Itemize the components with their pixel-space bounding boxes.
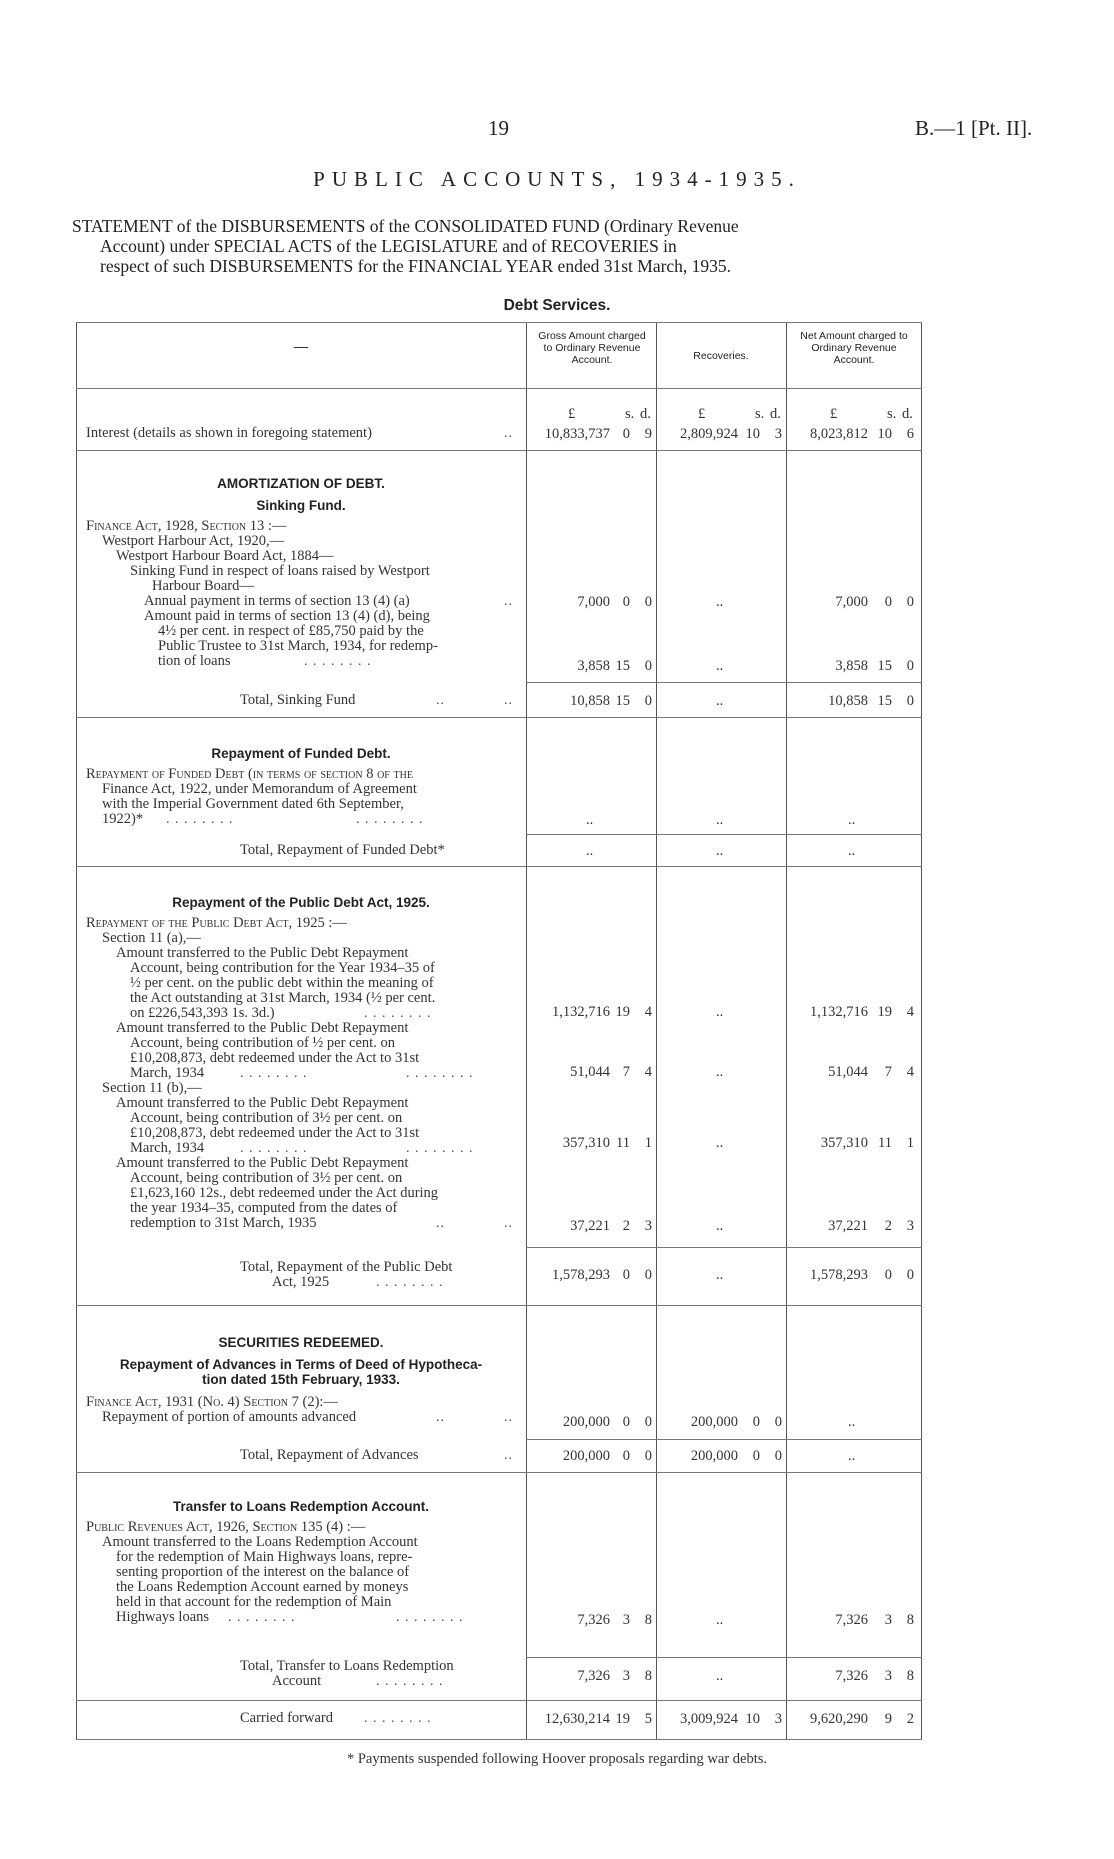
recoveries-empty: .. [716,658,724,674]
a1-line-3: ½ per cent. on the public debt within the meaning of [130,975,434,991]
net-pence: 0 [906,658,914,674]
gross-shillings: 19 [615,1004,630,1020]
statement-line-1: STATEMENT of the DISBURSEMENTS of the CONSOLIDATED FUND (Ordinary Revenue [72,216,739,236]
disbursements-table [76,322,922,1740]
funded-debt-line-3: with the Imperial Government dated 6th September, [102,796,404,812]
pence-header-recoveries: d. [770,406,781,422]
recoveries-empty: .. [716,1267,724,1283]
net-pence: 1 [906,1135,914,1151]
recoveries-shillings: 0 [752,1448,760,1464]
funded-total-label: Total, Repayment of Funded Debt* [240,842,445,858]
gross-shillings: 0 [622,1267,630,1283]
pound-header-recoveries: £ [698,406,706,422]
net-pounds: 1,578,293 [810,1267,868,1283]
funded-debt-line-1: Repayment of Funded Debt (in terms of section 8 of the [86,766,413,782]
gross-shillings: 7 [622,1064,630,1080]
public-debt-act: Repayment of the Public Debt Act, 1925 :— [86,915,347,931]
recoveries-pounds: 200,000 [690,1448,738,1464]
page-title: PUBLIC ACCOUNTS, 1934-1935. [313,167,801,191]
sinking-subtotal-rule [526,682,922,683]
b1-line-4: March, 1934 [130,1140,205,1156]
westport-harbour-act: Westport Harbour Act, 1920,— [102,533,285,549]
recoveries-empty: .. [716,812,724,828]
a1-line-2: Account, being contribution for the Year 1934–35 of [130,960,435,976]
net-pounds: 1,132,716 [810,1004,868,1020]
leader-dots: .. [504,426,513,441]
loans-line-3: senting proportion of the interest on the balance of [116,1564,410,1580]
gross-shillings: 3 [622,1612,630,1628]
recoveries-pence: 0 [774,1414,782,1430]
net-pounds: 7,326 [835,1612,868,1628]
leader-dots: . . . . . . . . [240,1141,308,1156]
section-11b: Section 11 (b),— [102,1080,202,1096]
net-shillings: 9 [884,1711,892,1727]
advances-subheading-1: Repayment of Advances in Terms of Deed of Hypotheca- [119,1357,483,1372]
b2-line-2: Account, being contribution of 3½ per cent. on [130,1170,403,1186]
interest-label: Interest (details as shown in foregoing statement) [86,425,372,441]
gross-pence: 4 [644,1004,652,1020]
leader-dots: . . . . . . . . [376,1275,444,1290]
net-shillings: 19 [877,1004,892,1020]
description-column-header: — [294,338,308,354]
header-rule [76,388,922,389]
pound-header-net: £ [830,406,838,422]
recoveries-pounds: 3,009,924 [680,1711,738,1727]
leader-dots: . . . . . . . . [396,1610,464,1625]
recoveries-empty: .. [716,1004,724,1020]
recoveries-pounds: 2,809,924 [680,426,738,442]
net-shillings: 11 [878,1135,892,1151]
net-pence: 0 [906,594,914,610]
gross-pounds: 3,858 [577,658,610,674]
funded-debt-line-2: Finance Act, 1922, under Memorandum of Agreement [102,781,417,797]
gross-pence: 1 [644,1135,652,1151]
leader-dots: . . . . . . . . [364,1006,432,1021]
leader-dots: . . . . . . . . [406,1141,474,1156]
repayment-portion-label: Repayment of portion of amounts advanced [102,1409,357,1425]
b2-line-1: Amount transferred to the Public Debt Repayment [116,1155,409,1171]
table-bottom-rule [76,1739,922,1740]
leader-dots: . . . . . . . . [166,812,234,827]
pound-header-gross: £ [568,406,576,422]
leader-dots: . . . . . . . . [364,1711,432,1726]
gross-shillings: 15 [615,693,630,709]
funded-debt-line-4: 1922)* [102,811,144,827]
recoveries-empty: .. [716,1218,724,1234]
gross-empty: .. [586,843,594,859]
public-revenues-act: Public Revenues Act, 1926, Section 135 (4) :— [86,1519,366,1535]
securities-heading: SECURITIES REDEEMED. [218,1335,384,1350]
net-pounds: 8,023,812 [810,426,868,442]
net-pence: 3 [906,1218,914,1234]
funded-subtotal-rule [526,834,922,835]
gross-pounds: 10,858 [570,693,610,709]
loans-line-2: for the redemption of Main Highways loans, repre- [116,1549,413,1565]
net-pounds: 7,326 [835,1668,868,1684]
public-debt-heading: Repayment of the Public Debt Act, 1925. [172,895,430,910]
gross-pounds: 51,044 [570,1064,610,1080]
recoveries-empty: .. [716,843,724,859]
leader-dots: .. [436,1216,445,1231]
recoveries-shillings: 10 [745,1711,760,1727]
loans-line-6: Highways loans [116,1609,210,1625]
a1-line-1: Amount transferred to the Public Debt Repayment [116,945,409,961]
net-pence: 2 [906,1711,914,1727]
a2-line-4: March, 1934 [130,1065,205,1081]
net-pounds: 9,620,290 [810,1711,868,1727]
net-pence: 0 [906,693,914,709]
funded-debt-heading: Repayment of Funded Debt. [211,746,391,761]
net-empty: .. [848,843,856,859]
gross-pounds: 200,000 [562,1414,610,1430]
gross-pounds: 10,833,737 [544,426,610,442]
net-shillings: 0 [884,594,892,610]
net-column-header: Net Amount charged to Ordinary Revenue Account. [800,330,908,366]
leader-dots: .. [436,1410,445,1425]
net-pounds: 357,310 [820,1135,868,1151]
loans-total-line-1: Total, Transfer to Loans Redemption [240,1658,454,1674]
finance-act-1931: Finance Act, 1931 (No. 4) Section 7 (2):— [86,1394,338,1410]
leader-dots: . . . . . . . . [376,1674,444,1689]
net-shillings: 15 [877,693,892,709]
a2-line-2: Account, being contribution of ½ per cent. on [130,1035,395,1051]
recoveries-column-header: Recoveries. [693,350,749,362]
recoveries-empty: .. [716,1135,724,1151]
gross-pence: 3 [644,1218,652,1234]
column-divider-recoveries [656,322,657,1740]
publicdebt-total-line-2: Act, 1925 [272,1274,330,1290]
gross-pence: 8 [644,1668,652,1684]
statement-line-2: Account) under SPECIAL ACTS of the LEGISLATURE and of RECOVERIES in [100,236,677,256]
a2-line-3: £10,208,873, debt redeemed under the Act to 31st [130,1050,420,1066]
b2-line-5: redemption to 31st March, 1935 [130,1215,317,1231]
net-shillings: 7 [884,1064,892,1080]
recoveries-pence: 0 [774,1448,782,1464]
gross-shillings: 0 [622,426,630,442]
net-shillings: 3 [884,1612,892,1628]
publicdebt-subtotal-rule [526,1247,922,1248]
shilling-header-gross: s. [625,406,635,422]
leader-dots: .. [504,1216,513,1231]
gross-pence: 0 [644,1414,652,1430]
leader-dots: . . . . . . . . [356,812,424,827]
footnote: * Payments suspended following Hoover proposals regarding war debts. [346,1751,768,1767]
recoveries-pence: 3 [774,426,782,442]
net-pence: 8 [906,1668,914,1684]
statement-line-3: respect of such DISBURSEMENTS for the FINANCIAL YEAR ended 31st March, 1935. [100,256,732,276]
finance-act-1928: Finance Act, 1928, Section 13 :— [86,518,287,534]
shilling-header-net: s. [887,406,897,422]
gross-pence: 0 [644,658,652,674]
loans-heading: Transfer to Loans Redemption Account. [172,1499,430,1514]
annual-payment-label: Annual payment in terms of section 13 (4) (a) [144,593,410,609]
recoveries-pounds: 200,000 [690,1414,738,1430]
document-reference: B.—1 [Pt. II]. [915,116,1033,140]
gross-pence: 0 [644,1448,652,1464]
a1-line-5: on £226,543,393 1s. 3d.) [130,1005,275,1021]
sinking-fund-desc: Sinking Fund in respect of loans raised by Westport [130,563,430,579]
net-shillings: 2 [884,1218,892,1234]
section-11a: Section 11 (a),— [102,930,201,946]
advances-subtotal-rule [526,1439,922,1440]
gross-shillings: 15 [615,658,630,674]
section-title: Debt Services. [503,297,611,314]
recoveries-shillings: 0 [752,1414,760,1430]
leader-dots: . . . . . . . . [240,1066,308,1081]
gross-pounds: 7,326 [577,1668,610,1684]
advances-total-rule [76,1472,922,1473]
page-number: 19 [488,116,509,140]
publicdebt-total-rule [76,1305,922,1306]
gross-pounds: 7,000 [577,594,610,610]
loans-total-line-2: Account [272,1673,322,1689]
loans-line-1: Amount transferred to the Loans Redemption Account [102,1534,418,1550]
gross-pence: 8 [644,1612,652,1628]
net-empty: .. [848,1448,856,1464]
harbour-board-line: Harbour Board— [152,578,254,594]
sinking-total-rule [76,717,922,718]
leader-dots: .. [504,594,513,609]
table-border-right [921,322,922,1740]
net-pence: 8 [906,1612,914,1628]
net-shillings: 10 [877,426,892,442]
gross-shillings: 0 [622,1414,630,1430]
net-pence: 4 [906,1004,914,1020]
loans-total-rule [76,1700,922,1701]
loans-line-5: held in that account for the redemption of Main [116,1594,392,1610]
b1-line-3: £10,208,873, debt redeemed under the Act to 31st [130,1125,420,1141]
leader-dots: .. [436,693,445,708]
interest-rule [76,450,922,451]
recoveries-empty: .. [716,1668,724,1684]
amount-paid-line-1: Amount paid in terms of section 13 (4) (d), being [144,608,430,624]
net-pence: 4 [906,1064,914,1080]
gross-pence: 0 [644,594,652,610]
advances-total-label: Total, Repayment of Advances [240,1447,419,1463]
gross-pence: 0 [644,693,652,709]
b1-line-2: Account, being contribution of 3½ per cent. on [130,1110,403,1126]
westport-harbour-board-act: Westport Harbour Board Act, 1884— [116,548,334,564]
gross-pounds: 200,000 [562,1448,610,1464]
a2-line-1: Amount transferred to the Public Debt Repayment [116,1020,409,1036]
gross-pounds: 37,221 [570,1218,610,1234]
column-divider-net [786,322,787,1740]
gross-shillings: 3 [622,1668,630,1684]
net-shillings: 0 [884,1267,892,1283]
gross-pence: 5 [644,1711,652,1727]
sinking-total-label: Total, Sinking Fund [240,692,356,708]
gross-pence: 0 [644,1267,652,1283]
recoveries-empty: .. [716,693,724,709]
gross-pounds: 357,310 [562,1135,610,1151]
carried-forward-label: Carried forward [240,1710,333,1726]
gross-shillings: 19 [615,1711,630,1727]
net-pounds: 51,044 [828,1064,868,1080]
amount-paid-line-4: tion of loans [158,653,231,669]
b1-line-1: Amount transferred to the Public Debt Repayment [116,1095,409,1111]
leader-dots: . . . . . . . . [406,1066,474,1081]
gross-shillings: 0 [622,1448,630,1464]
net-pounds: 7,000 [835,594,868,610]
net-pounds: 37,221 [828,1218,868,1234]
recoveries-empty: .. [716,1612,724,1628]
net-empty: .. [848,812,856,828]
pence-header-net: d. [902,406,913,422]
leader-dots: .. [504,1448,513,1463]
advances-subheading-2: tion dated 15th February, 1933. [202,1372,400,1387]
amount-paid-line-2: 4½ per cent. in respect of £85,750 paid by the [158,623,424,639]
leader-dots: . . . . . . . . [228,1610,296,1625]
amortization-heading: AMORTIZATION OF DEBT. [217,476,385,491]
gross-pounds: 1,578,293 [552,1267,610,1283]
b2-line-4: the year 1934–35, computed from the dates of [130,1200,398,1216]
net-shillings: 15 [877,658,892,674]
leader-dots: .. [504,693,513,708]
gross-shillings: 2 [622,1218,630,1234]
leader-dots: . . . . . . . . [304,654,372,669]
table-border-left [76,322,77,1740]
gross-pence: 4 [644,1064,652,1080]
loans-subtotal-rule [526,1657,922,1658]
gross-shillings: 0 [622,594,630,610]
gross-pounds: 7,326 [577,1612,610,1628]
gross-pounds: 1,132,716 [552,1004,610,1020]
pence-header-gross: d. [640,406,651,422]
recoveries-shillings: 10 [745,426,760,442]
funded-total-rule [76,866,922,867]
net-pounds: 3,858 [835,658,868,674]
b2-line-3: £1,623,160 12s., debt redeemed under the Act during [130,1185,439,1201]
column-divider-gross [526,322,527,1740]
net-pence: 0 [906,1267,914,1283]
recoveries-pence: 3 [774,1711,782,1727]
gross-empty: .. [586,812,594,828]
recoveries-empty: .. [716,1064,724,1080]
loans-line-4: the Loans Redemption Account earned by moneys [116,1579,409,1595]
net-shillings: 3 [884,1668,892,1684]
gross-shillings: 11 [616,1135,630,1151]
net-empty: .. [848,1414,856,1430]
gross-pence: 9 [644,426,652,442]
statement-heading [72,216,924,276]
net-pounds: 10,858 [828,693,868,709]
shilling-header-recoveries: s. [755,406,765,422]
publicdebt-total-line-1: Total, Repayment of the Public Debt [240,1259,453,1275]
sinking-fund-heading: Sinking Fund. [256,498,346,513]
recoveries-empty: .. [716,594,724,610]
gross-column-header: Gross Amount charged to Ordinary Revenue Account. [538,330,646,366]
table-top-rule [76,322,922,323]
amount-paid-line-3: Public Trustee to 31st March, 1934, for redemp- [158,638,438,654]
leader-dots: .. [504,1410,513,1425]
a1-line-4: the Act outstanding at 31st March, 1934 (½ per cent. [130,990,436,1006]
gross-pounds: 12,630,214 [544,1711,610,1727]
net-pence: 6 [906,426,914,442]
